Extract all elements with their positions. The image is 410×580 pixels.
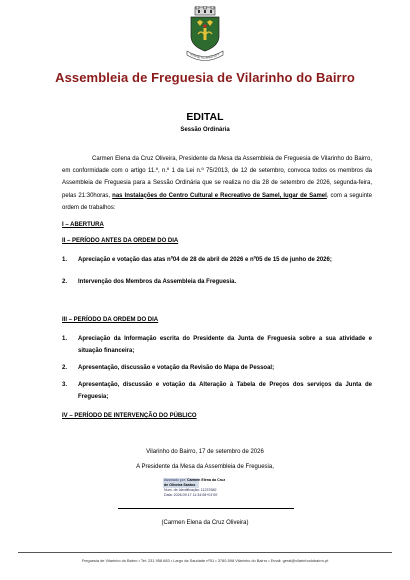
section-abertura: I – ABERTURA (62, 222, 104, 228)
digital-signature-stamp: Assinado por: Carmen Elena da Cruz de Oliveira Santos Num. de Identificação: 11237682 Data: 2026.09.17 11:34:08+01'00' (164, 478, 226, 497)
list-item: 1. Apreciação da Informação escrita do Presidente da Junta de Freguesia sobre a sua atividade e situação financeira; (62, 336, 372, 355)
list-item: 2. Intervenção dos Membros da Assembleia da Freguesia. (62, 279, 237, 285)
list-item: 3. Apresentação, discussão e votação da Alteração à Tabela de Preços dos serviços da Junta de Freguesia; (62, 382, 372, 401)
venue-emphasis: nas Instalações do Centro Cultural e Recreativo de Samel, lugar de Samel (112, 192, 327, 199)
list-item: 1. Apreciação e votação das atas nº04 de 28 de abril de 2026 e nº05 de 15 de junho de 2026; (62, 257, 332, 263)
section-intervencao-publico: IV – PERÍODO DE INTERVENÇÃO DO PÚBLICO (62, 413, 197, 419)
document-subheading: Sessão Ordinária (180, 127, 230, 133)
document-heading: EDITAL (186, 111, 224, 123)
section-ordem-dia: III – PERÍODO DA ORDEM DO DIA (62, 317, 159, 323)
signatory-printed-name: (Carmen Elena da Cruz Oliveira) (161, 520, 249, 526)
footer-contact: Freguesia de Vilarinho do Bairro • Tel: 231 958 683 • Largo da Saudade nº51 • 3780-598 Vilarinho do Bairro • Email: geral@vilarinhodobairro.pt (81, 558, 329, 563)
signature-line (118, 508, 294, 509)
section-antes-ordem-dia: II – PERÍODO ANTES DA ORDEM DO DIA (62, 238, 179, 244)
page-title: Assembleia de Freguesia de Vilarinho do Bairro (55, 70, 355, 85)
svg-text:FREGUESIA DE VILARINHO DO BAIR: UESIA DE VILARINHO DO B (189, 52, 220, 60)
footer-divider (18, 552, 392, 553)
place-date: Vilarinho do Bairro, 17 de setembro de 2026 (146, 449, 264, 455)
intro-paragraph: Carmen Elena da Cruz Oliveira, Presidente da Mesa da Assembleia de Freguesia de Vilarinho do Bairro, em conformidade com o artigo 11.º, n.º 1 da Lei n.º 75/2013, de 12 de setembro, convoca todos os membros da Assembleia de Freguesia para a Sessão Ordinária que se realiza no dia 28 de setembro de 2026, segunda-feira, pelas 21:30horas, nas Instalações do Centro Cultural e Recreativo de Samel, lugar de Samel, com a seguinte ordem de trabalhos: (62, 156, 373, 211)
signatory-role: A Presidente da Mesa da Assembleia de Freguesia, (136, 464, 274, 470)
coat-of-arms-icon (183, 6, 227, 62)
list-item: 2. Apresentação, discussão e votação da Revisão do Mapa de Pessoal; (62, 365, 275, 371)
